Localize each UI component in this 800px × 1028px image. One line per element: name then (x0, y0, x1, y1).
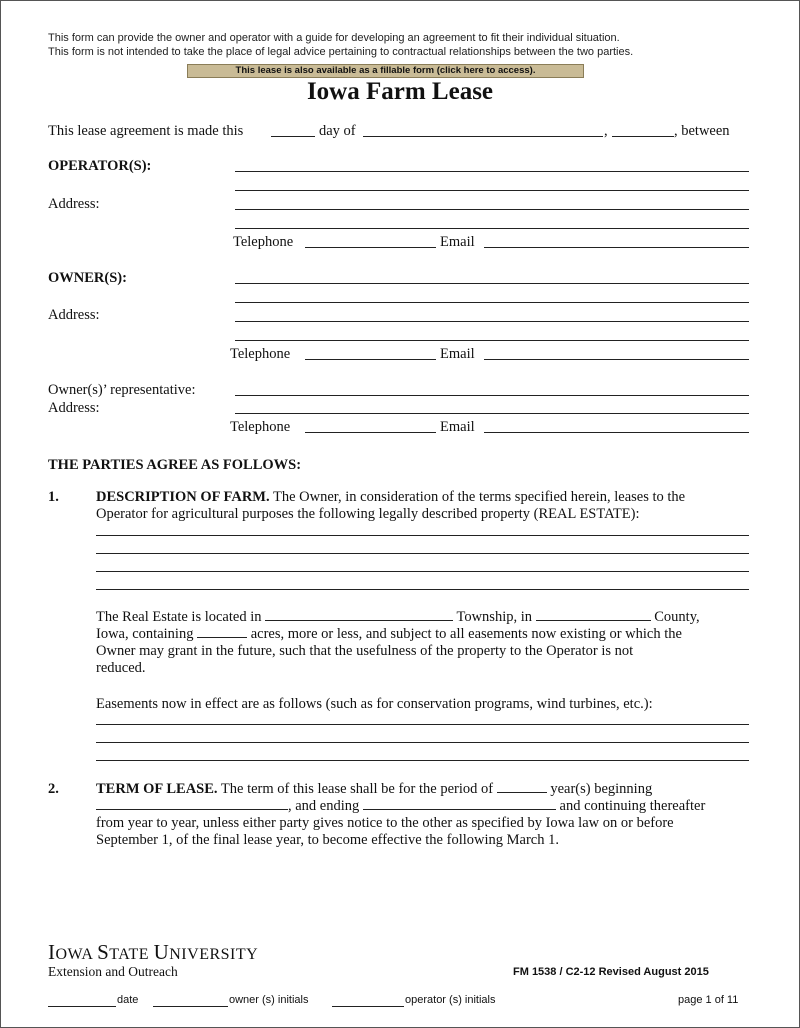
page-title: Iowa Farm Lease (306, 78, 494, 105)
section-2-text-c: , and ending (288, 798, 360, 814)
footer-date-label: date (117, 994, 139, 1006)
township-blank[interactable] (265, 608, 453, 621)
representative-email-label: Email (440, 419, 475, 435)
section-2-text-e: from year to year, unless either party gives notice to the other as specified by Iowa law on or before (96, 815, 674, 831)
operator-telephone-label: Telephone (233, 234, 294, 250)
legal-description-line-2[interactable] (96, 553, 749, 554)
location-text-a: The Real Estate is located in (96, 609, 262, 625)
representative-label: Owner(s)’ representative: (48, 382, 196, 398)
section-2-text-b: year(s) beginning (550, 781, 653, 797)
county-blank[interactable] (536, 608, 651, 621)
section-2-heading: TERM OF LEASE. (96, 781, 218, 797)
easements-line-1[interactable] (96, 724, 749, 725)
owner-address-label: Address: (48, 307, 100, 323)
operator-name-line-1[interactable] (235, 171, 749, 172)
section-2-line-2 (96, 797, 705, 815)
section-1-number: 1. (48, 489, 59, 505)
operator-email-field[interactable] (484, 247, 749, 248)
intro-day-of: day of (319, 123, 356, 139)
section-1-line-1 (96, 488, 685, 506)
location-text-f: Owner may grant in the future, such that the usefulness of the property to the Operator is not (96, 643, 634, 659)
representative-address-line[interactable] (235, 413, 749, 414)
location-text-d: Iowa, containing (96, 626, 194, 642)
location-text-g: reduced. (96, 660, 146, 676)
ending-date-blank[interactable] (363, 797, 556, 810)
isu-extension: Extension and Outreach (48, 964, 178, 979)
owner-name-line-2[interactable] (235, 302, 749, 303)
section-1-text-1: The Owner, in consideration of the terms specified herein, leases to the (272, 489, 686, 505)
representative-email-field[interactable] (484, 432, 749, 433)
easements-line-2[interactable] (96, 742, 749, 743)
acres-blank[interactable] (197, 625, 247, 638)
isu-logo: IOWA STATE UNIVERSITY (48, 940, 259, 964)
location-text-c: County, (654, 609, 700, 625)
legal-description-line-3[interactable] (96, 571, 749, 572)
section-1-heading: DESCRIPTION OF FARM. (96, 489, 270, 505)
fillable-form-link[interactable]: This lease is also available as a fillable form (click here to access). (187, 64, 584, 78)
operator-address-label: Address: (48, 196, 100, 212)
owner-telephone-field[interactable] (305, 359, 436, 360)
legal-description-line-1[interactable] (96, 535, 749, 536)
beginning-date-blank[interactable] (96, 797, 288, 810)
representative-name-line[interactable] (235, 395, 749, 396)
intro-between: , between (674, 123, 730, 139)
operator-email-label: Email (440, 234, 475, 250)
day-blank[interactable] (271, 136, 315, 137)
owner-address-line-2[interactable] (235, 340, 749, 341)
owner-name-line-1[interactable] (235, 283, 749, 284)
section-2-text-f: September 1, of the final lease year, to become effective the following March 1. (96, 832, 559, 848)
month-blank[interactable] (363, 136, 603, 137)
location-line-1 (96, 608, 700, 626)
easements-line-3[interactable] (96, 760, 749, 761)
location-text-b: Township, in (456, 609, 533, 625)
legal-description-line-4[interactable] (96, 589, 749, 590)
owner-label: OWNER(S): (48, 270, 127, 286)
disclaimer-line-1: This form can provide the owner and operator with a guide for developing an agreement to fit their individual situation. (48, 32, 620, 44)
owner-email-label: Email (440, 346, 475, 362)
representative-telephone-label: Telephone (230, 419, 291, 435)
easements-text: Easements now in effect are as follows (such as for conservation programs, wind turbines, etc.): (96, 696, 653, 712)
disclaimer-line-2: This form is not intended to take the place of legal advice pertaining to contractual relationships between the two parties. (48, 46, 634, 58)
owner-telephone-label: Telephone (230, 346, 291, 362)
date-initials-blank[interactable] (48, 1006, 116, 1007)
intro-made-this: This lease agreement is made this (48, 123, 244, 139)
section-2-text-a: The term of this lease shall be for the period of (220, 781, 494, 797)
operator-label: OPERATOR(S): (48, 158, 152, 174)
year-blank[interactable] (612, 136, 674, 137)
section-2-number: 2. (48, 781, 59, 797)
footer-owner-initials-label: owner (s) initials (229, 994, 309, 1006)
owner-address-line-1[interactable] (235, 321, 749, 322)
section-2-text-d: and continuing thereafter (559, 798, 706, 814)
section-2-line-1 (96, 780, 652, 798)
operator-name-line-2[interactable] (235, 190, 749, 191)
intro-comma: , (604, 123, 608, 139)
owner-email-field[interactable] (484, 359, 749, 360)
representative-telephone-field[interactable] (305, 432, 436, 433)
operator-initials-blank[interactable] (332, 1006, 404, 1007)
owner-initials-blank[interactable] (153, 1006, 228, 1007)
operator-address-line-2[interactable] (235, 228, 749, 229)
operator-telephone-field[interactable] (305, 247, 436, 248)
page-number: page 1 of 11 (678, 994, 739, 1006)
agree-heading: THE PARTIES AGREE AS FOLLOWS: (48, 457, 302, 473)
operator-address-line-1[interactable] (235, 209, 749, 210)
location-text-e: acres, more or less, and subject to all easements now existing or which the (250, 626, 682, 642)
footer-operator-initials-label: operator (s) initials (405, 994, 496, 1006)
term-years-blank[interactable] (497, 780, 547, 793)
section-1-text-2: Operator for agricultural purposes the following legally described property (REAL ESTATE): (96, 506, 640, 522)
representative-address-label: Address: (48, 400, 100, 416)
form-number: FM 1538 / C2-12 Revised August 2015 (513, 966, 709, 978)
location-line-2 (96, 625, 682, 643)
